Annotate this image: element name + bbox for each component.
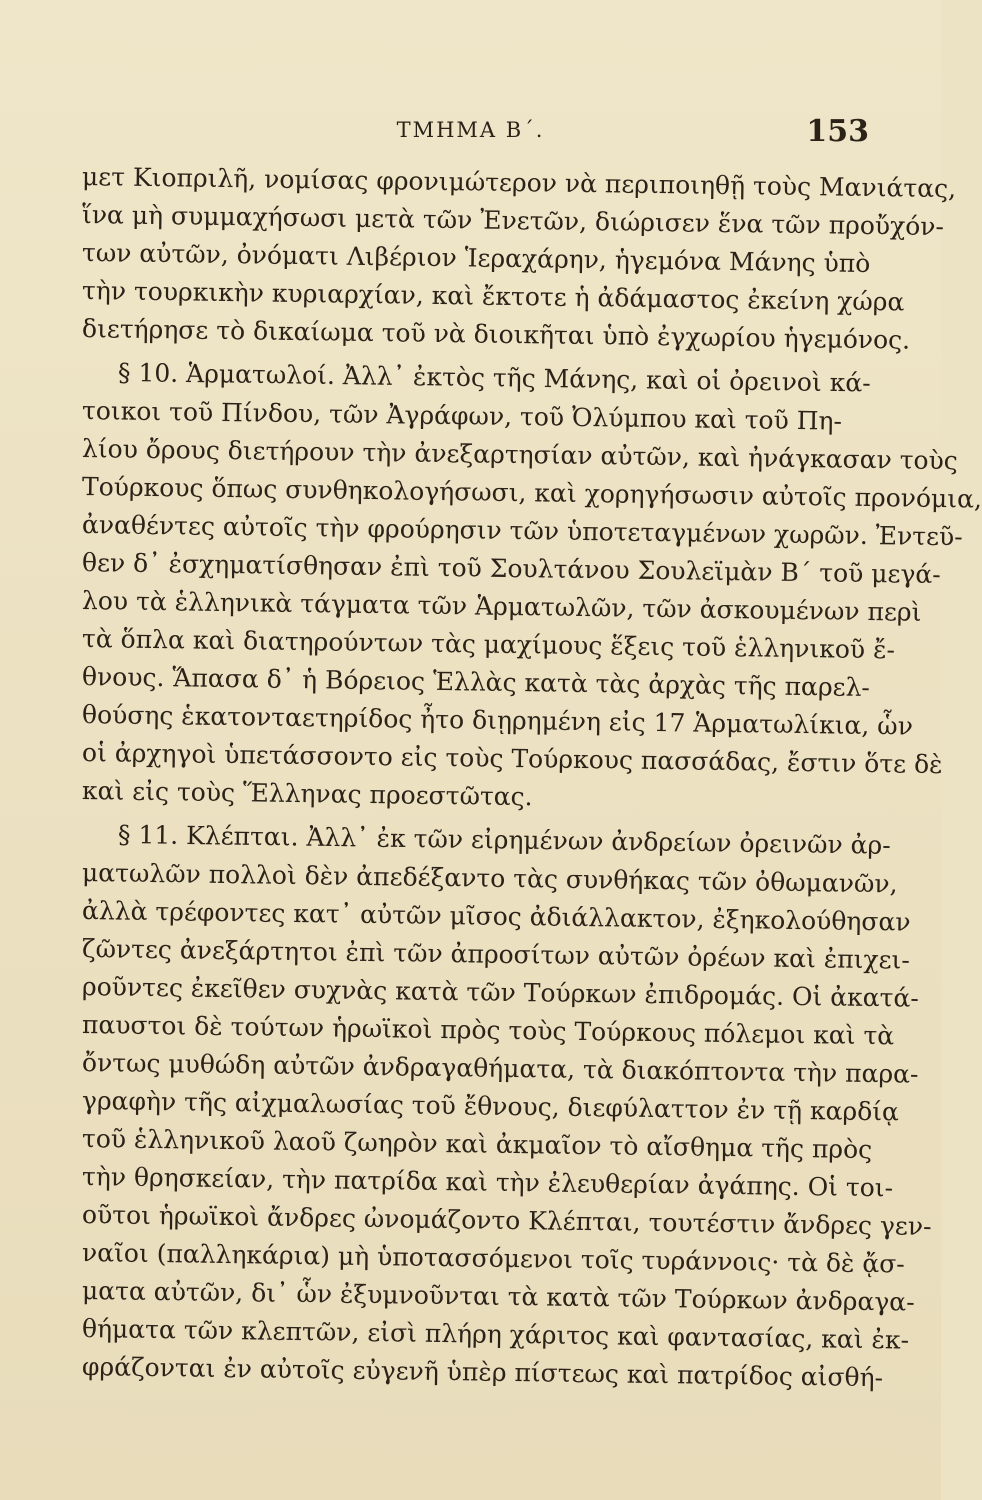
text-line: θνους. Ἅπασα δ᾽ ἡ Βόρειος Ἑλλὰς κατὰ τὰς ἀρχὰς τῆς παρελ- xyxy=(81,662,871,703)
text-line: Τούρκους ὅπως συνθηκολογήσωσι, καὶ χορηγήσωσιν αὐτοῖς προνόμια, xyxy=(81,472,982,514)
text-line: φράζονται ἐν αὐτοῖς εὐγενῆ ὑπὲρ πίστεως καὶ πατρίδος αἰσθή- xyxy=(81,1352,884,1393)
text-line: τοικοι τοῦ Πίνδου, τῶν Ἀγράφων, τοῦ Ὀλύμπου καὶ τοῦ Πη- xyxy=(81,396,843,436)
text-line: τὰ ὅπλα καὶ διατηρούντων τὰς μαχίμους ἕξεις τοῦ ἑλληνικοῦ ἔ- xyxy=(81,624,896,665)
text-line: ἵνα μὴ συμμαχήσωσι μετὰ τῶν Ἐνετῶν, διώρισεν ἕνα τῶν προὔχόν- xyxy=(81,200,945,242)
text-line: λίου ὄρους διετήρουν τὴν ἀνεξαρτησίαν αὐτῶν, καὶ ἠνάγκασαν τοὺς xyxy=(81,434,958,476)
text-line: παυστοι δὲ τούτων ἡρωϊκοὶ πρὸς τοὺς Τούρκους πόλεμοι καὶ τὰ xyxy=(81,1010,895,1051)
text-line: τὴν θρησκείαν, τὴν πατρίδα καὶ τὴν ἐλευθερίαν ἀγάπης. Οἱ τοι- xyxy=(81,1162,894,1203)
text-line: θεν δ᾽ ἐσχηματίσθησαν ἐπὶ τοῦ Σουλτάνου Σουλεϊμὰν Β΄ τοῦ μεγά- xyxy=(81,548,941,589)
section-11-heading-line: § 11. Κλέπται. Ἀλλ᾽ ἐκ τῶν εἰρημένων ἀνδρείων ὀρεινῶν ἀρ- xyxy=(117,820,891,860)
page-header xyxy=(0,112,941,152)
text-line: διετήρησε τὸ δικαίωμα τοῦ νὰ διοικῆται ὑπὸ ἐγχωρίου ἡγεμόνος. xyxy=(81,314,911,355)
page-number: 153 xyxy=(806,114,869,149)
text-line: ναῖοι (παλληκάρια) μὴ ὑποτασσόμενοι τοῖς τυράννοις· τὰ δὲ ᾄσ- xyxy=(81,1238,905,1279)
text-line: τοῦ ἑλληνικοῦ λαοῦ ζωηρὸν καὶ ἀκμαῖον τὸ αἴσθημα τῆς πρὸς xyxy=(81,1124,873,1165)
text-line: θούσης ἑκατονταετηρίδος ἦτο διῃρημένη εἰς 17 Ἁρματωλίκια, ὧν xyxy=(81,700,914,741)
text-line: ὄντως μυθώδη αὐτῶν ἀνδραγαθήματα, τὰ διακόπτοντα τὴν παρα- xyxy=(81,1048,919,1089)
text-line: ἀλλὰ τρέφοντες κατ᾽ αὐτῶν μῖσος ἀδιάλλακτον, ἐξηκολούθησαν xyxy=(81,896,911,937)
text-line: γραφὴν τῆς αἰχμαλωσίας τοῦ ἔθνους, διεφύλαττον ἐν τῇ καρδίᾳ xyxy=(81,1086,900,1127)
text-line: ἀναθέντες αὐτοῖς τὴν φρούρησιν τῶν ὑποτεταγμένων χωρῶν. Ἐντεῦ- xyxy=(81,510,963,552)
text-line: μετ Κιοπριλῆ, νομίσας φρονιμώτερον νὰ περιποιηθῇ τοὺς Μανιάτας, xyxy=(81,162,957,204)
text-line: ζῶντες ἀνεξάρτητοι ἐπὶ τῶν ἀπροσίτων αὐτῶν ὀρέων καὶ ἐπιχει- xyxy=(81,934,911,975)
text-line: οἱ ἀρχηγοὶ ὑπετάσσοντο εἰς τοὺς Τούρκους πασσάδας, ἔστιν ὅτε δὲ xyxy=(81,738,943,780)
text-line: τὴν τουρκικὴν κυριαρχίαν, καὶ ἔκτοτε ἡ ἀδάμαστος ἐκείνη χώρα xyxy=(81,276,905,317)
text-line: ματα αὐτῶν, δι᾽ ὧν ἐξυμνοῦνται τὰ κατὰ τῶν Τούρκων ἀνδραγα- xyxy=(81,1276,915,1317)
text-line: θήματα τῶν κλεπτῶν, εἰσὶ πλήρη χάριτος καὶ φαντασίας, καὶ ἐκ- xyxy=(81,1314,910,1355)
section-10-heading-line: § 10. Ἁρματωλοί. Ἀλλ᾽ ἐκτὸς τῆς Μάνης, καὶ οἱ ὀρεινοὶ κά- xyxy=(117,358,871,398)
running-head: ΤΜΗΜΑ Β΄. xyxy=(396,118,545,142)
text-line: ροῦντες ἐκεῖθεν συχνὰς κατὰ τῶν Τούρκων ἐπιδρομάς. Οἱ ἀκατά- xyxy=(81,972,919,1013)
text-line: οῦτοι ἡρωϊκοὶ ἄνδρες ὠνομάζοντο Κλέπται, τουτέστιν ἄνδρες γεν- xyxy=(81,1200,932,1241)
text-line: των αὐτῶν, ὀνόματι Λιβέριον Ἱεραχάρην, ἡγεμόνα Μάνης ὑπὸ xyxy=(81,238,871,279)
text-line: καὶ εἰς τοὺς Ἕλληνας προεστῶτας. xyxy=(81,776,533,812)
text-line: λου τὰ ἑλληνικὰ τάγματα τῶν Ἁρματωλῶν, τῶν ἀσκουμένων περὶ xyxy=(81,586,922,627)
text-line: ματωλῶν πολλοὶ δὲν ἀπεδέξαντο τὰς συνθήκας τῶν ὀθωμανῶν, xyxy=(81,858,898,899)
